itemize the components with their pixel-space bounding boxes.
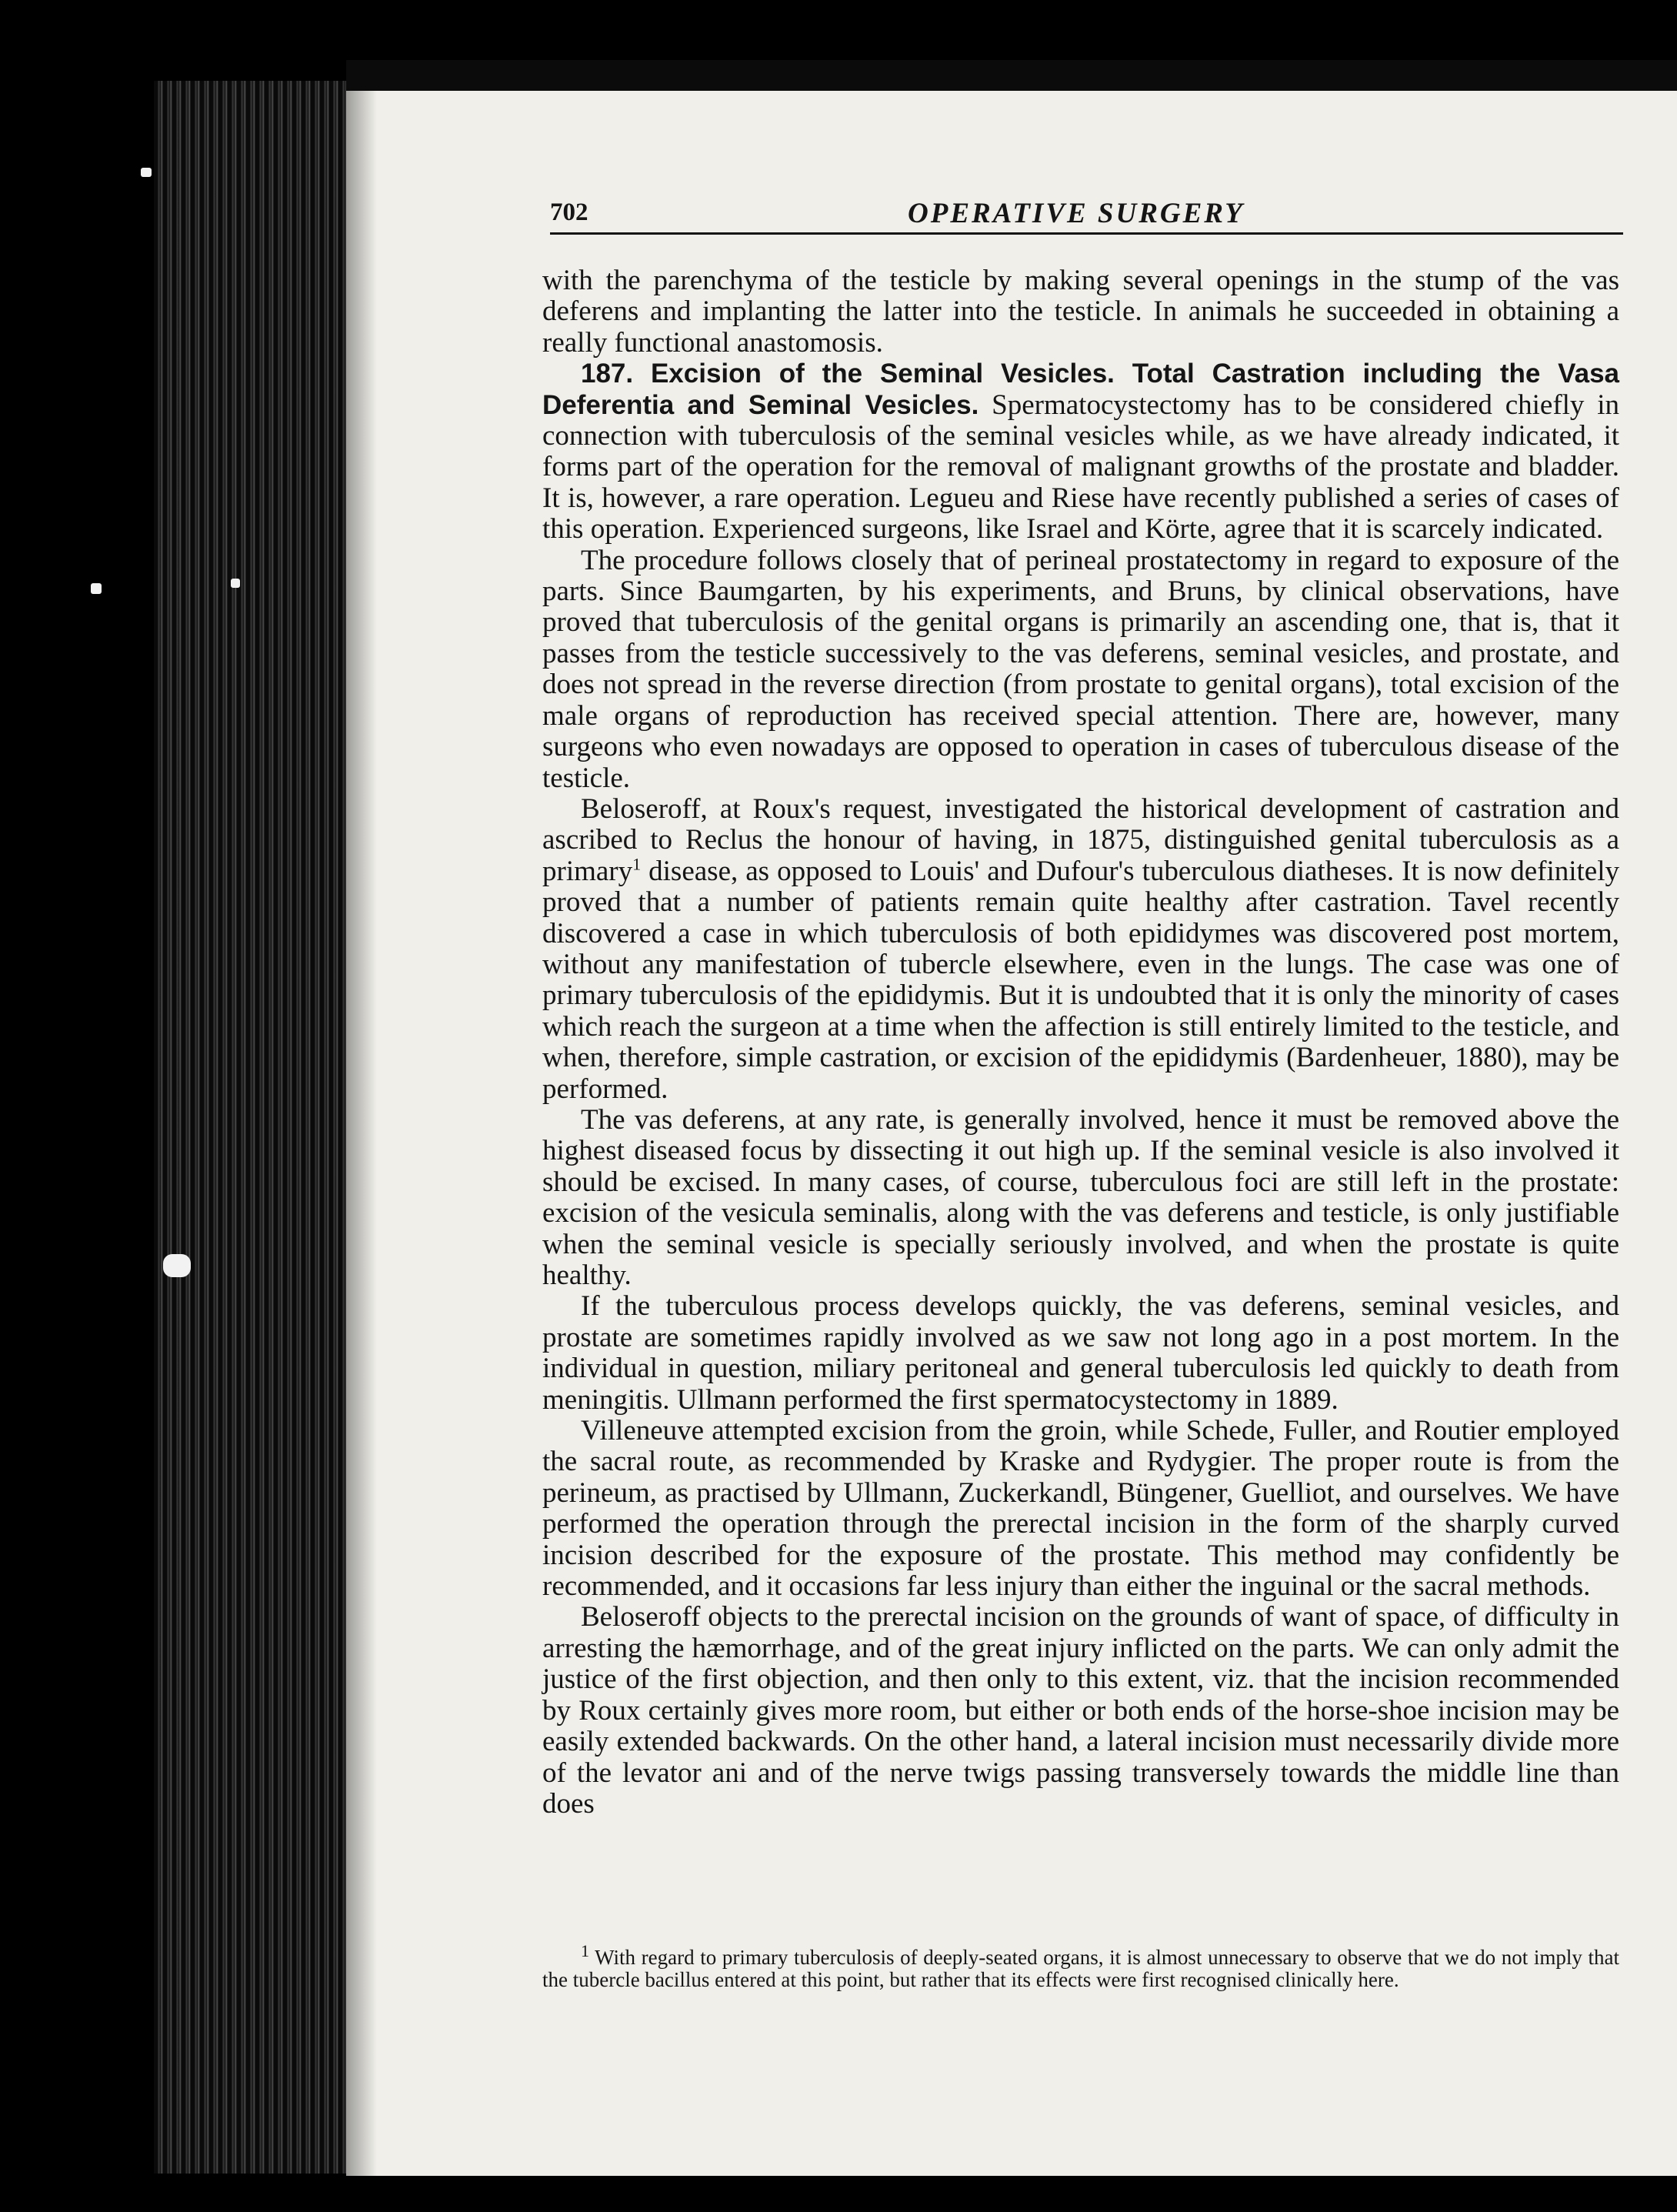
page-number: 702	[550, 199, 588, 226]
edge-mark	[231, 579, 240, 588]
edge-mark	[141, 168, 152, 177]
running-head: OPERATIVE SURGERY	[908, 198, 1245, 229]
footnote-marker: 1	[632, 854, 642, 874]
section-heading: 187. Excision of the Seminal Vesicles. Total Castration including the Vasa Deferentia and Seminal Vesicles.	[542, 359, 1619, 420]
footnote-number: 1	[581, 1941, 589, 1960]
paragraph-text: Spermatocystectomy has to be considered chiefly in connection with tuberculosis of the seminal vesicles while, as we have already indicated, it forms part of the operation for the removal of malignant growths of the prostate and bladder. It is, however, a rare operation. Legueu and Riese have recently published a series of cases of this operation. Experienced surgeons, like Israel and Körte, agree that it is scarcely indicated.	[542, 389, 1619, 545]
footnote	[542, 1941, 1619, 1991]
edge-mark	[91, 583, 102, 594]
paragraph: Villeneuve attempted excision from the groin, while Schede, Fuller, and Routier employed the sacral route, as recommended by Kraske and Rydygier. The proper route is from the perineum, as practised by Ullmann, Zuckerkandl, Büngener, Guelliot, and ourselves. We have performed the operation through the prerectal incision in the form of the sharply curved incision described for the exposure of the prostate. This method may confidently be recommended, and it occasions far less injury than either the inguinal or the sacral methods.	[542, 1415, 1619, 1603]
paragraph	[542, 359, 1619, 545]
page-header	[550, 194, 1623, 235]
footnote-text	[542, 1941, 1619, 1991]
paragraph-text: disease, as opposed to Louis' and Dufour's tuberculous diatheses. It is now definitely proved that a number of patients remain quite healthy after castration. Tavel recently discovered a case in which tuberculosis of both epididymes was discovered post mortem, without any manifestation of tubercle elsewhere, even in the lungs. The case was one of primary tuberculosis of the epididymis. But it is undoubted that it is only the minority of cases which reach the surgeon at a time when the affection is still entirely limited to the testicle, and when, therefore, simple castration, or excision of the epididymis (Bardenheuer, 1880), may be performed.	[542, 855, 1619, 1105]
paragraph: Beloseroff objects to the prerectal incision on the grounds of want of space, of difficulty in arresting the hæmorrhage, and of the great injury inflicted on the parts. We can only admit the justice of the first objection, and then only to this extent, viz. that the incision recommended by Roux certainly gives more room, but either or both ends of the horse-shoe incision may be easily extended backwards. On the other hand, a lateral incision must necessarily divide more of the levator ani and of the nerve twigs passing transversely towards the middle line than does	[542, 1601, 1619, 1820]
paragraph: The procedure follows closely that of perineal prostatectomy in regard to exposure of the parts. Since Baumgarten, by his experiments, and Bruns, by clinical observations, have proved that tuberculosis of the genital organs is primarily an ascending one, that is, that it passes from the testicle successively to the vas deferens, seminal vesicles, and prostate, and does not spread in the reverse direction (from prostate to genital organs), total excision of the male organs of reproduction has received special attention. There are, however, many surgeons who even nowadays are opposed to operation in cases of tuberculous disease of the testicle.	[542, 544, 1619, 794]
gutter-shadow	[346, 91, 377, 2176]
paragraph	[542, 794, 1619, 1105]
paragraph: The vas deferens, at any rate, is generally involved, hence it must be removed above the highest diseased focus by dissecting it out high up. If the seminal vesicle is also involved it should be excised. In many cases, of course, tuberculous foci are still left in the prostate: excision of the vesicula seminalis, along with the vas deferens and testicle, is only justifiable when the seminal vesicle is specially seriously involved, and when the prostate is quite healthy.	[542, 1103, 1619, 1291]
paragraph: If the tuberculous process develops quickly, the vas deferens, seminal vesicles, and prostate are sometimes rapidly involved as we saw not long ago in a post mortem. In the individual in question, miliary peritoneal and general tuberculosis led quickly to death from meningitis. Ullmann performed the first spermatocystectomy in 1889.	[542, 1290, 1619, 1416]
footnote-body: With regard to primary tuberculosis of deeply-seated organs, it is almost unnecessary to observe that we do not imply that the tubercle bacillus entered at this point, but rather that its effects were first recognised clinically here.	[542, 1946, 1619, 1991]
paragraph: with the parenchyma of the testicle by making several openings in the stump of the vas deferens and implanting the latter into the testicle. In animals he succeeded in obtaining a really functional anastomosis.	[542, 265, 1619, 359]
book-edge	[154, 81, 346, 2174]
page-top-shadow	[346, 60, 1677, 91]
body-text	[542, 265, 1619, 1820]
paragraph-text: Beloseroff, at Roux's request, investigated the historical development of castration and ascribed to Reclus the honour of having, in 1875, distinguished genital tuberculosis as a primary	[542, 792, 1619, 887]
edge-mark	[163, 1254, 191, 1277]
